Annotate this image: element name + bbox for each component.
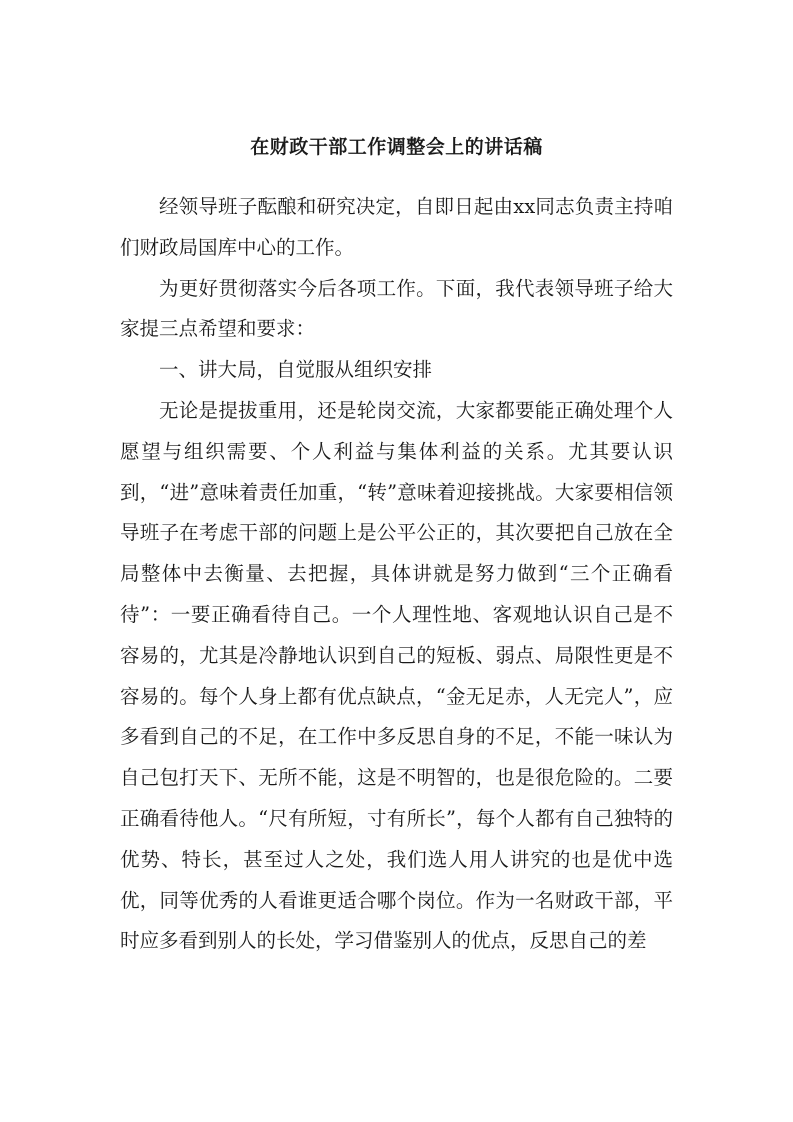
document-title: 在财政干部工作调整会上的讲话稿 bbox=[250, 136, 543, 158]
paragraph-section-1: 无论是提拔重用，还是轮岗交流，大家都要能正确处理个人愿望与组织需要、个人利益与集体利益的关系。尤其要认识到，“进”意味着责任加重，“转”意味着迎接挑战。大家要相信领导班子在考虑干部的问题上是公平公正的，其次要把自己放在全局整体中去衡量、去把握，具体讲就是努力做到“三个正确看待”：一要正确看待自己。一个人理性地、客观地认识自己是不容易的，尤其是冷静地认识到自己的短板、弱点、局限性更是不容易的。每个人身上都有优点缺点，“金无足赤，人无完人”，应多看到自己的不足，在工作中多反思自身的不足，不能一味认为自己包打天下、无所不能，这是不明智的，也是很危险的。二要正确看待他人。“尺有所短，寸有所长”，每个人都有自己独特的优势、特长，甚至过人之处，我们选人用人讲究的也是优中选优，同等优秀的人看谁更适合哪个岗位。作为一名财政干部，平时应多看到别人的长处，学习借鉴别人的优点，反思自己的差 bbox=[120, 398, 673, 953]
section-heading-1: 一、讲大局，自觉服从组织安排 bbox=[159, 358, 433, 382]
paragraph-appointment: 经领导班子酝酿和研究决定，自即日起由xx同志负责主持咱们财政局国库中心的工作。 bbox=[120, 195, 673, 259]
document-body bbox=[120, 187, 673, 962]
paragraph-intro: 为更好贯彻落实今后各项工作。下面，我代表领导班子给大家提三点希望和要求： bbox=[120, 276, 673, 341]
